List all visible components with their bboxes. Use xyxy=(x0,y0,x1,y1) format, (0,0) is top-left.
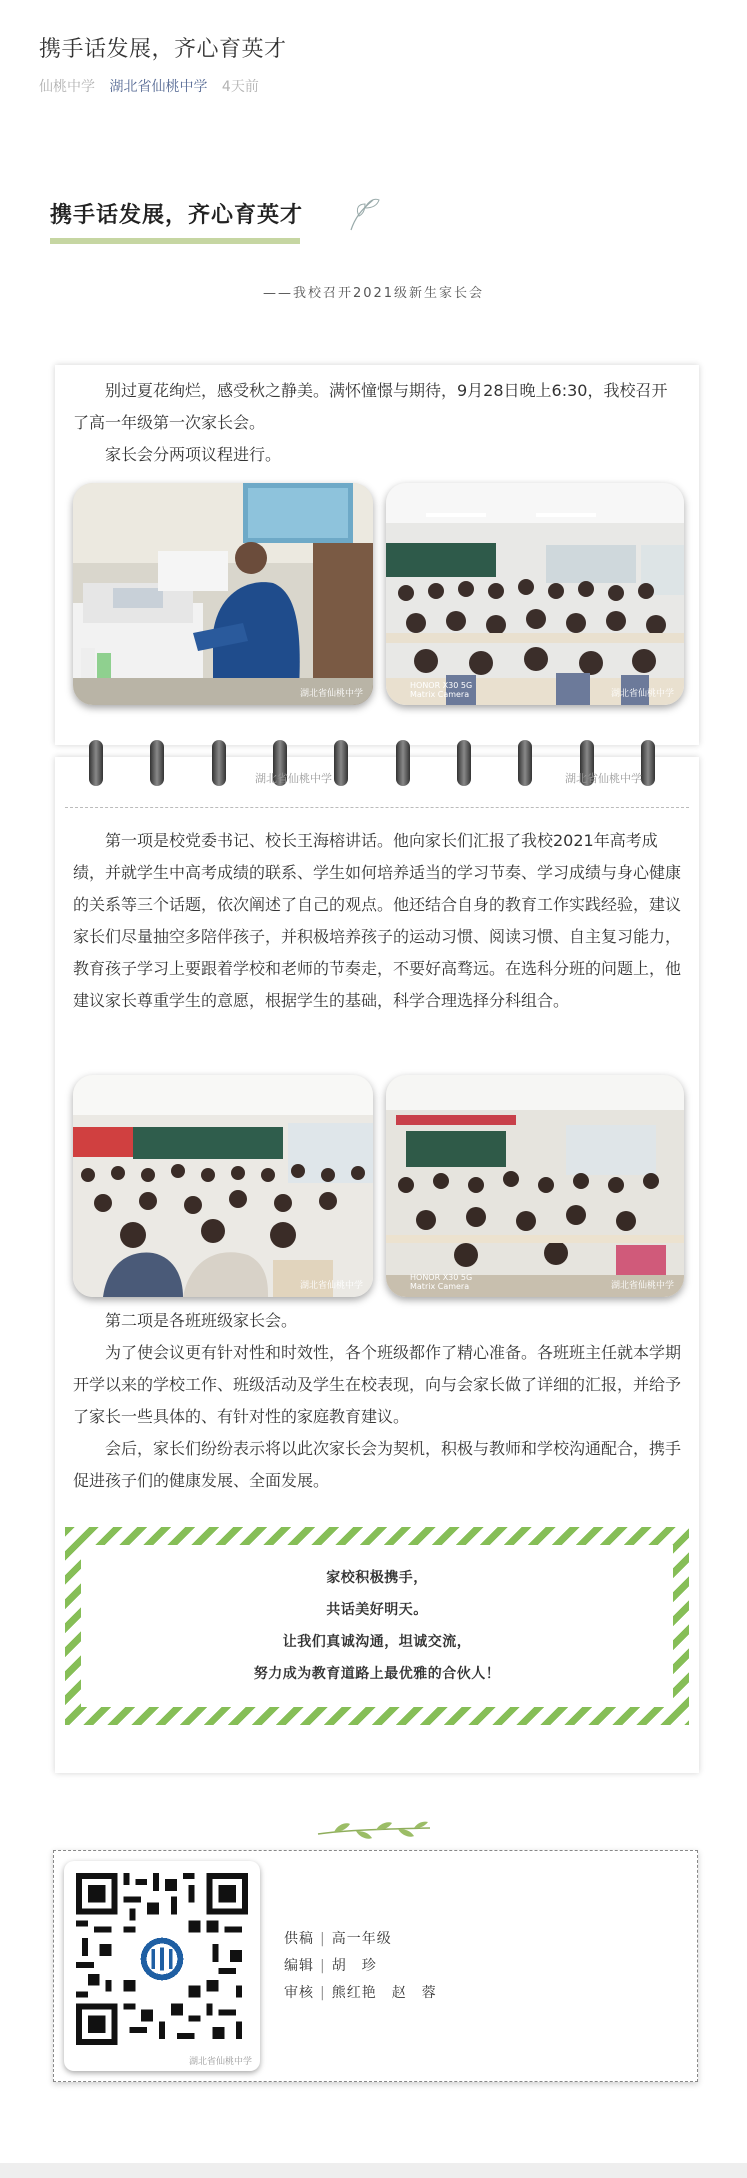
photo-watermark: 湖北省仙桃中学 xyxy=(610,1281,674,1291)
credits-box xyxy=(53,1850,698,2082)
credit-role: 供稿 xyxy=(284,1931,314,1947)
article-title: 携手话发展，齐心育英才 xyxy=(39,37,287,62)
dashed-divider xyxy=(65,807,689,808)
intro-paragraph: 别过夏花绚烂，感受秋之静美。满怀憧憬与期待，9月28日晚上6:30，我校召开了高一年级第一次家长会。 xyxy=(73,381,668,432)
photo-principal-speech xyxy=(73,483,373,705)
headline-block xyxy=(50,198,380,248)
article-meta xyxy=(39,76,269,96)
content-card xyxy=(55,757,699,1773)
binding-ring xyxy=(150,740,164,786)
spiral-binding xyxy=(55,740,699,786)
item2-detail-paragraph: 为了使会议更有针对性和时效性，各个班级都作了精心准备。各班班主任就本学期开学以来的学校工作、班级活动及学生在校表现，向与会家长做了详细的汇报，并给予了家长一些具体的、有针对性的家庭教育建议。 xyxy=(73,1343,682,1426)
intro-card xyxy=(55,365,699,745)
credit-separator: | xyxy=(320,1931,326,1947)
sprig-icon xyxy=(345,192,381,232)
source-label: 仙桃中学 xyxy=(39,79,95,95)
account-link[interactable]: 湖北省仙桃中学 xyxy=(109,79,208,95)
binding-ring xyxy=(641,740,655,786)
item2-paragraph: 第二项是各班班级家长会。 xyxy=(105,1311,298,1330)
credit-name: 熊红艳 赵 蓉 xyxy=(331,1985,437,2001)
binding-ring xyxy=(518,740,532,786)
credit-separator: | xyxy=(320,1985,326,2001)
photo-watermark: 湖北省仙桃中学 xyxy=(610,689,674,699)
binding-ring xyxy=(334,740,348,786)
photo-watermark: 湖北省仙桃中学 xyxy=(299,689,363,699)
agenda-paragraph: 家长会分两项议程进行。 xyxy=(105,445,282,464)
leaf-branch-icon xyxy=(316,1820,432,1842)
credit-line-editor xyxy=(284,1953,437,1980)
camera-watermark-model: HONOR X30 5G xyxy=(410,1273,473,1282)
photo-watermark: 湖北省仙桃中学 xyxy=(299,1281,363,1291)
credit-name: 高一年级 xyxy=(331,1931,392,1947)
binding-watermark: 湖北省仙桃中学 xyxy=(565,772,642,785)
camera-watermark-label: Matrix Camera xyxy=(410,1282,470,1291)
binding-ring xyxy=(396,740,410,786)
motto-box xyxy=(65,1527,689,1725)
qr-code-frame[interactable] xyxy=(64,1861,260,2071)
binding-ring xyxy=(89,740,103,786)
motto-line-2: 共话美好明天。 xyxy=(326,1602,428,1618)
credit-line-reviewer xyxy=(284,1980,437,2007)
photo-classroom-2 xyxy=(73,1075,373,1297)
camera-watermark xyxy=(410,1273,472,1291)
publish-time: 4天前 xyxy=(221,79,259,95)
headline: 携手话发展，齐心育英才 xyxy=(50,203,304,228)
item1-paragraph: 第一项是校党委书记、校长王海榕讲话。他向家长们汇报了我校2021年高考成绩，并就学生中高考成绩的联系、学生如何培养适当的学习节奏、学习成绩与身心健康的关系等三个话题，依次阐述了自己的观点。他还结合自身的教育工作实践经验，建议家长们尽量抽空多陪伴孩子，并积极培养孩子的运动习惯、阅读习惯、自主复习能力，教育孩子学习上要跟着学校和老师的节奏走，不要好高骛远。在选科分班的问题上，他建议家长尊重学生的意愿，根据学生的基础，科学合理选择分科组合。 xyxy=(73,831,682,1010)
subtitle: ——我校召开2021级新生家长会 xyxy=(262,286,485,301)
page-bottom-strip xyxy=(0,2163,747,2178)
photo-classroom-1 xyxy=(386,483,684,705)
credit-role: 审核 xyxy=(284,1985,314,2001)
photo-classroom-3 xyxy=(386,1075,684,1297)
binding-watermark: 湖北省仙桃中学 xyxy=(255,772,332,785)
binding-ring xyxy=(457,740,471,786)
camera-watermark-model: HONOR X30 5G xyxy=(410,681,473,690)
motto-line-4: 努力成为教育道路上最优雅的合伙人！ xyxy=(253,1666,501,1682)
credit-lines xyxy=(284,1926,437,2007)
credit-separator: | xyxy=(320,1958,326,1974)
motto-line-3: 让我们真诚沟通，坦诚交流， xyxy=(282,1634,472,1650)
binding-ring xyxy=(212,740,226,786)
camera-watermark xyxy=(410,681,472,699)
camera-watermark-label: Matrix Camera xyxy=(410,690,470,699)
motto-line-1: 家校积极携手， xyxy=(326,1570,428,1586)
qr-code-icon xyxy=(76,1873,248,2045)
qr-watermark: 湖北省仙桃中学 xyxy=(188,2057,252,2067)
credit-role: 编辑 xyxy=(284,1958,314,1974)
credit-line-contributor xyxy=(284,1926,437,1953)
credit-name: 胡 珍 xyxy=(331,1958,377,1974)
headline-underline xyxy=(50,238,300,244)
closing-paragraph: 会后，家长们纷纷表示将以此次家长会为契机，积极与教师和学校沟通配合，携手促进孩子们的健康发展、全面发展。 xyxy=(73,1439,682,1490)
